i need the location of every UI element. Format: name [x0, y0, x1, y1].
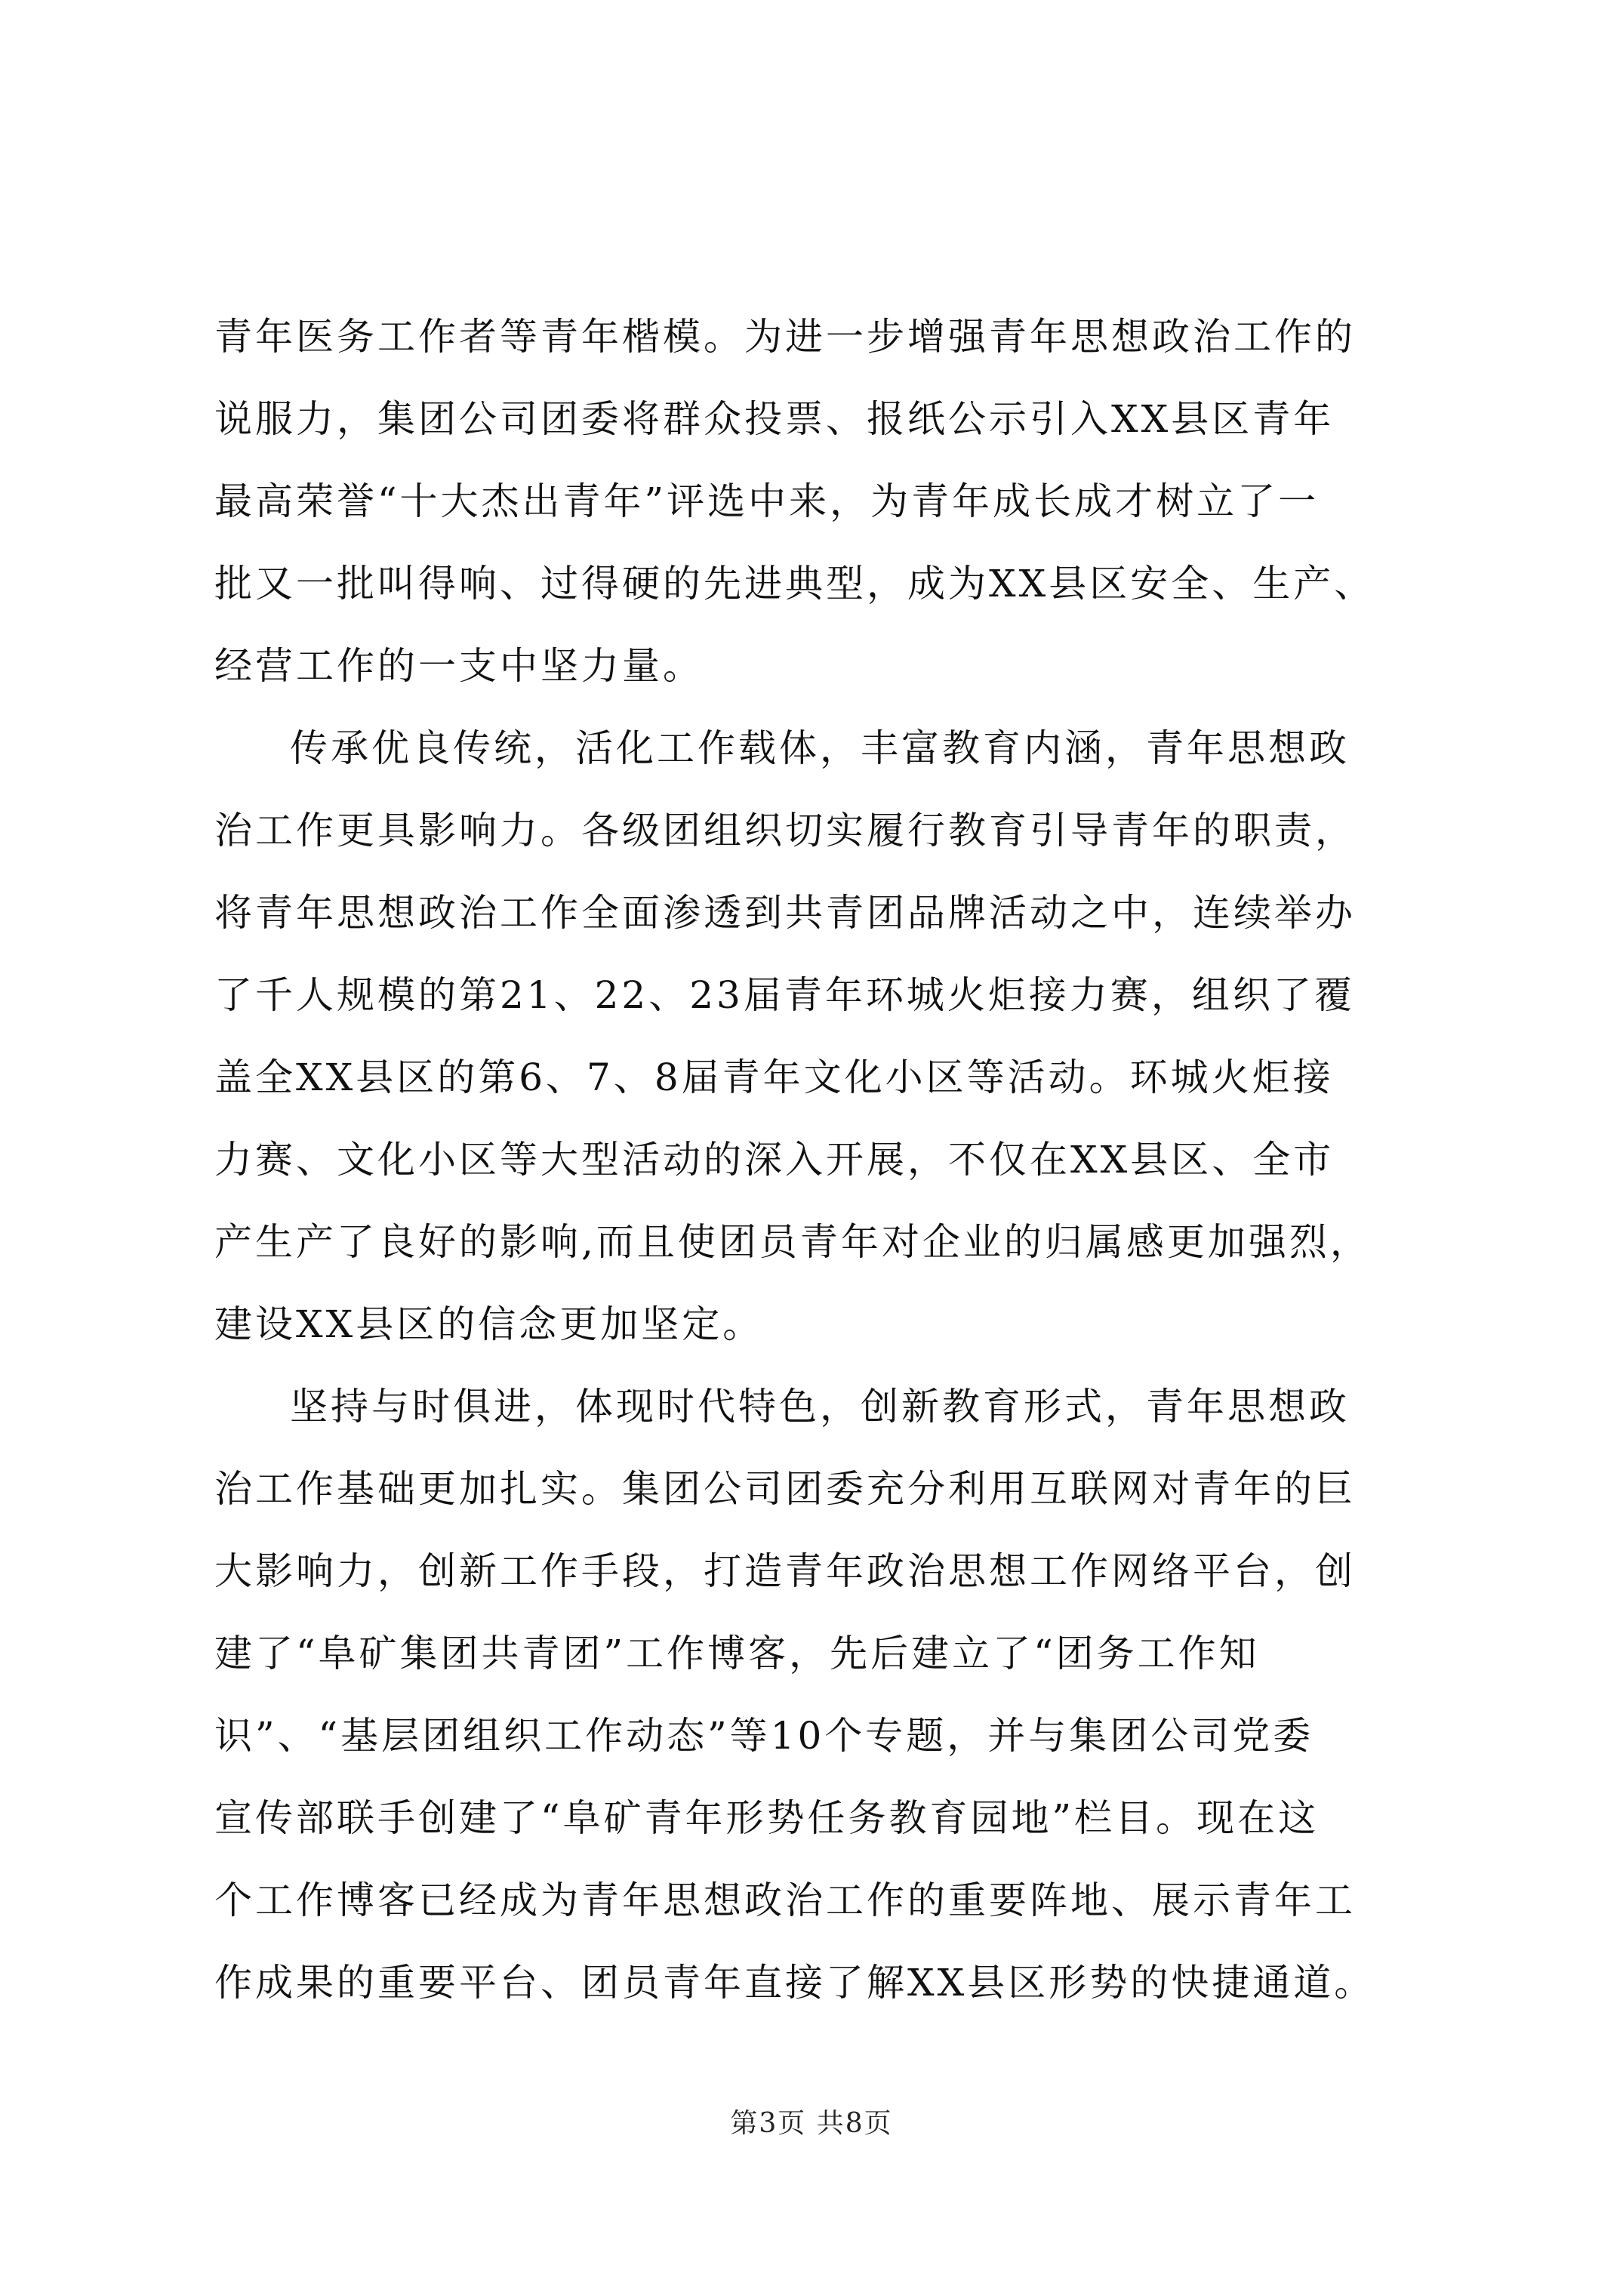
- paragraph: [214, 296, 1418, 707]
- text-line: 最高荣誉“十大杰出青年”评选中来，为青年成长成才树立了一: [214, 479, 1320, 523]
- text-line: 识”、“基层团组织工作动态”等10个专题，并与集团公司党委: [214, 1714, 1314, 1758]
- text-line: 批又一批叫得响、过得硬的先进典型，成为XX县区安全、生产、: [214, 562, 1375, 606]
- text-line: 宣传部联手创建了“阜矿青年形势任务教育园地”栏目。现在这: [214, 1796, 1320, 1840]
- text-line: 了千人规模的第21、22、23届青年环城火炬接力赛，组织了覆: [214, 973, 1355, 1017]
- text-line: 盖全XX县区的第6、7、8届青年文化小区等活动。环城火炬接: [214, 1056, 1334, 1099]
- paragraph: [214, 1366, 1418, 2024]
- text-line: 建了“阜矿集团共青团”工作博客，先后建立了“团务工作知: [214, 1632, 1260, 1675]
- text-line: 说服力，集团公司团委将群众投票、报纸公示引入XX县区青年: [214, 397, 1335, 441]
- text-line: 治工作更具影响力。各级团组织切实履行教育引导青年的职责，: [214, 809, 1356, 852]
- text-line: 个工作博客已经成为青年思想政治工作的重要阵地、展示青年工: [214, 1878, 1356, 1922]
- text-line: 经营工作的一支中坚力量。: [214, 644, 704, 688]
- text-line: 将青年思想政治工作全面渗透到共青团品牌活动之中，连续举办: [214, 891, 1356, 935]
- page-number-footer: 第3页 共8页: [730, 2108, 893, 2139]
- text-line: 治工作基础更加扎实。集团公司团委充分利用互联网对青年的巨: [214, 1467, 1356, 1511]
- text-line: 大影响力，创新工作手段，打造青年政治思想工作网络平台，创: [214, 1549, 1356, 1593]
- text-line: 建设XX县区的信念更加坚定。: [214, 1302, 764, 1346]
- text-line: 传承优良传统，活化工作载体，丰富教育内涵，青年思想政: [290, 726, 1350, 770]
- text-line: 作成果的重要平台、团员青年直接了解XX县区形势的快捷通道。: [214, 1961, 1375, 2005]
- text-line: 坚持与时俱进，体现时代特色，创新教育形式，青年思想政: [290, 1385, 1350, 1428]
- document-body: [214, 296, 1418, 2024]
- text-line: 力赛、文化小区等大型活动的深入开展，不仅在XX县区、全市: [214, 1138, 1335, 1182]
- text-line: 青年医务工作者等青年楷模。为进一步增强青年思想政治工作的: [214, 315, 1356, 359]
- text-line: 产生产了良好的影响,而且使团员青年对企业的归属感更加强烈，: [214, 1220, 1371, 1264]
- paragraph: [214, 707, 1418, 1366]
